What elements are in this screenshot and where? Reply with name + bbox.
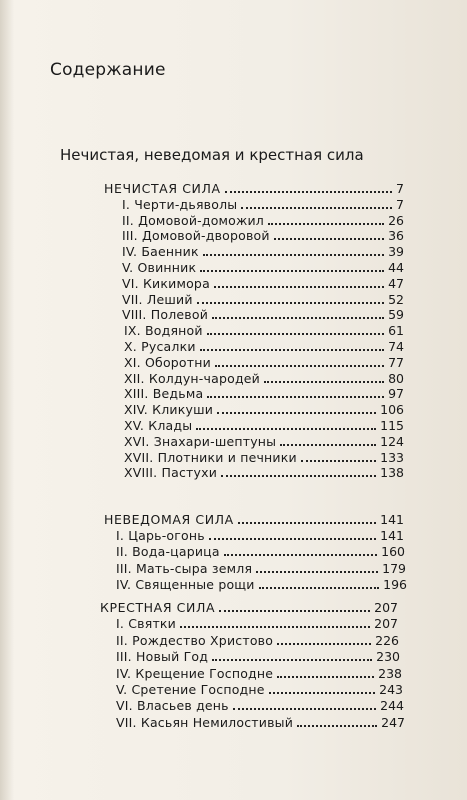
toc-entry[interactable] bbox=[122, 213, 404, 229]
entry-title: III. Мать-сыра земля bbox=[116, 561, 253, 576]
page-number: 138 bbox=[380, 465, 404, 480]
toc-entry[interactable] bbox=[122, 292, 404, 308]
entry-title: XIV. Кликуши bbox=[124, 402, 214, 417]
entry-title: VII. Касьян Немилостивый bbox=[116, 715, 294, 730]
page-number: 97 bbox=[388, 386, 404, 401]
page-number: 133 bbox=[380, 450, 404, 465]
page-number: 207 bbox=[374, 600, 398, 615]
dot-leader bbox=[221, 475, 376, 477]
dot-leader bbox=[200, 349, 384, 351]
page-number: 59 bbox=[388, 307, 404, 322]
section-title: НЕЧИСТАЯ СИЛА bbox=[104, 181, 221, 196]
toc-entry[interactable] bbox=[122, 276, 404, 292]
toc-entry[interactable] bbox=[124, 386, 404, 402]
dot-leader bbox=[277, 676, 374, 678]
page-number: 141 bbox=[380, 528, 404, 543]
entry-title: IV. Священные рощи bbox=[116, 577, 255, 592]
page-number: 226 bbox=[375, 633, 399, 648]
toc-entry[interactable] bbox=[122, 260, 404, 276]
page-number: 179 bbox=[382, 561, 406, 576]
page-gutter-shadow bbox=[0, 0, 14, 800]
entry-title: VII. Леший bbox=[122, 292, 193, 307]
entry-title: XV. Клады bbox=[124, 418, 193, 433]
dot-leader bbox=[225, 191, 392, 193]
page-number: 52 bbox=[388, 292, 404, 307]
entry-title: IX. Водяной bbox=[124, 323, 203, 338]
toc-entry[interactable] bbox=[122, 244, 404, 260]
entry-title: I. Святки bbox=[116, 616, 177, 631]
dot-leader bbox=[215, 365, 384, 367]
dot-leader bbox=[269, 692, 375, 694]
page-heading: Содержание bbox=[50, 60, 166, 80]
page-number: 141 bbox=[380, 512, 404, 527]
dot-leader bbox=[197, 302, 384, 304]
toc-entry[interactable] bbox=[116, 528, 404, 544]
entry-title: II. Домовой-доможил bbox=[122, 213, 265, 228]
toc-entry[interactable] bbox=[116, 633, 399, 649]
toc-entry[interactable] bbox=[116, 698, 404, 714]
page-number: 39 bbox=[388, 244, 404, 259]
entry-title: VIII. Полевой bbox=[122, 307, 209, 322]
dot-leader bbox=[256, 571, 378, 573]
toc-entry[interactable] bbox=[124, 465, 404, 481]
dot-leader bbox=[207, 333, 384, 335]
dot-leader bbox=[297, 725, 377, 727]
toc-entry[interactable] bbox=[124, 355, 404, 371]
dot-leader bbox=[268, 223, 384, 225]
dot-leader bbox=[277, 643, 371, 645]
page-number: 7 bbox=[396, 181, 404, 196]
toc-entry[interactable] bbox=[124, 450, 404, 466]
entry-title: XVI. Знахари-шептуны bbox=[124, 434, 277, 449]
dot-leader bbox=[180, 626, 370, 628]
dot-leader bbox=[301, 460, 376, 462]
toc-entry[interactable] bbox=[116, 715, 405, 731]
page-number: 61 bbox=[388, 323, 404, 338]
page-number: 7 bbox=[396, 197, 404, 212]
dot-leader bbox=[214, 286, 384, 288]
dot-leader bbox=[217, 412, 376, 414]
page-number: 74 bbox=[388, 339, 404, 354]
dot-leader bbox=[219, 610, 370, 612]
dot-leader bbox=[212, 317, 384, 319]
page-number: 47 bbox=[388, 276, 404, 291]
toc-entry[interactable] bbox=[124, 323, 404, 339]
toc-entry[interactable] bbox=[116, 616, 398, 632]
book-title: Нечистая, неведомая и крестная сила bbox=[60, 146, 364, 164]
page-number: 36 bbox=[388, 228, 404, 243]
toc-section-heading[interactable] bbox=[104, 512, 404, 528]
page-number: 106 bbox=[380, 402, 404, 417]
page-number: 80 bbox=[388, 371, 404, 386]
dot-leader bbox=[224, 554, 377, 556]
dot-leader bbox=[274, 238, 384, 240]
toc-entry[interactable] bbox=[124, 434, 404, 450]
entry-title: V. Сретение Господне bbox=[116, 682, 265, 697]
toc-entry[interactable] bbox=[122, 197, 404, 213]
entry-title: XIII. Ведьма bbox=[124, 386, 204, 401]
toc-entry[interactable] bbox=[116, 577, 407, 593]
dot-leader bbox=[280, 444, 376, 446]
page-number: 247 bbox=[381, 715, 405, 730]
page-number: 160 bbox=[381, 544, 405, 559]
page-number: 238 bbox=[378, 666, 402, 681]
dot-leader bbox=[264, 381, 384, 383]
dot-leader bbox=[196, 428, 376, 430]
dot-leader bbox=[259, 587, 380, 589]
toc-entry[interactable] bbox=[124, 371, 404, 387]
toc-entry[interactable] bbox=[116, 561, 406, 577]
toc-entry[interactable] bbox=[116, 544, 405, 560]
entry-title: IV. Крещение Господне bbox=[116, 666, 274, 681]
page-number: 44 bbox=[388, 260, 404, 275]
entry-title: II. Рождество Христово bbox=[116, 633, 274, 648]
dot-leader bbox=[238, 522, 376, 524]
page-number: 230 bbox=[376, 649, 400, 664]
page-number: 196 bbox=[383, 577, 407, 592]
dot-leader bbox=[209, 538, 376, 540]
section-title: КРЕСТНАЯ СИЛА bbox=[100, 600, 216, 615]
entry-title: VI. Власьев день bbox=[116, 698, 229, 713]
dot-leader bbox=[200, 270, 384, 272]
page-number: 243 bbox=[379, 682, 403, 697]
page-number: 207 bbox=[374, 616, 398, 631]
entry-title: II. Вода-царица bbox=[116, 544, 220, 559]
toc-entry[interactable] bbox=[122, 307, 404, 323]
section-title: НЕВЕДОМАЯ СИЛА bbox=[104, 512, 234, 527]
toc-entry[interactable] bbox=[116, 666, 402, 682]
toc-entry[interactable] bbox=[124, 402, 404, 418]
entry-title: XVIII. Пастухи bbox=[124, 465, 218, 480]
entry-title: IV. Баенник bbox=[122, 244, 199, 259]
page-number: 244 bbox=[380, 698, 404, 713]
page-number: 77 bbox=[388, 355, 404, 370]
toc-entry[interactable] bbox=[124, 418, 404, 434]
dot-leader bbox=[241, 207, 392, 209]
toc-section-heading[interactable] bbox=[100, 600, 398, 616]
entry-title: I. Черти-дьяволы bbox=[122, 197, 238, 212]
page-number: 124 bbox=[380, 434, 404, 449]
page-number: 115 bbox=[380, 418, 404, 433]
page-number: 26 bbox=[388, 213, 404, 228]
entry-title: XVII. Плотники и печники bbox=[124, 450, 297, 465]
entry-title: III. Новый Год bbox=[116, 649, 209, 664]
entry-title: I. Царь-огонь bbox=[116, 528, 205, 543]
entry-title: XI. Оборотни bbox=[124, 355, 211, 370]
toc-entry[interactable] bbox=[116, 649, 400, 665]
dot-leader bbox=[203, 254, 384, 256]
dot-leader bbox=[233, 708, 376, 710]
toc-section-heading[interactable] bbox=[104, 181, 404, 197]
toc-entry[interactable] bbox=[116, 682, 403, 698]
toc-entry[interactable] bbox=[122, 228, 404, 244]
entry-title: VI. Кикимора bbox=[122, 276, 210, 291]
dot-leader bbox=[207, 396, 384, 398]
entry-title: III. Домовой-дворовой bbox=[122, 228, 270, 243]
toc-entry[interactable] bbox=[124, 339, 404, 355]
entry-title: V. Овинник bbox=[122, 260, 197, 275]
entry-title: XII. Колдун-чародей bbox=[124, 371, 261, 386]
dot-leader bbox=[212, 659, 372, 661]
entry-title: X. Русалки bbox=[124, 339, 196, 354]
